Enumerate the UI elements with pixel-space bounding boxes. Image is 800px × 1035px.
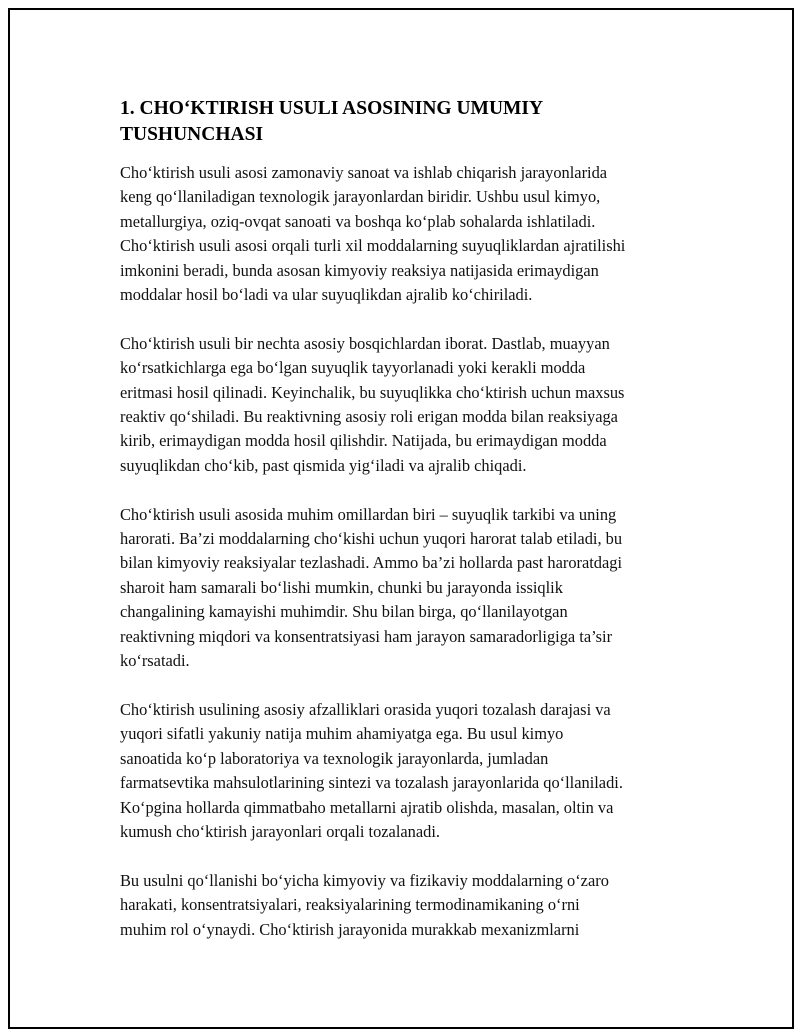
paragraph (120, 332, 692, 478)
paragraph (120, 503, 692, 674)
text-line: Bu usulni qo‘llanishi bo‘yicha kimyoviy va fizikaviy moddalarning o‘zaro (120, 870, 609, 890)
section-heading-line: TUSHUNCHASI (120, 124, 264, 145)
text-line: yuqori sifatli yakuniy natija muhim ahamiyatga ega. Bu usul kimyo (120, 724, 564, 744)
text-line: Ko‘pgina hollarda qimmatbaho metallarni ajratib olishda, masalan, oltin va (120, 797, 614, 817)
text-line: kumush cho‘ktirish jarayonlari orqali tozalanadi. (120, 821, 440, 841)
text-line: metallurgiya, oziq-ovqat sanoati va boshqa ko‘plab sohalarda ishlatiladi. (120, 211, 596, 231)
section-heading (120, 96, 692, 148)
text-line: Cho‘ktirish usuli bir nechta asosiy bosqichlardan iborat. Dastlab, muayyan (120, 333, 610, 353)
text-line: changalining kamayishi muhimdir. Shu bilan birga, qo‘llanilayotgan (120, 602, 568, 622)
text-line: reaktivning miqdori va konsentratsiyasi ham jarayon samaradorligiga ta’sir (120, 626, 613, 646)
text-line: bilan kimyoviy reaksiyalar tezlashadi. Ammo ba’zi hollarda past haroratdagi (120, 553, 623, 573)
text-line: imkonini beradi, bunda asosan kimyoviy reaksiya natijasida erimaydigan (120, 260, 599, 280)
paragraph (120, 161, 692, 307)
text-line: sharoit ham samarali bo‘lishi mumkin, chunki bu jarayonda issiqlik (120, 577, 563, 597)
text-line: Cho‘ktirish usuli asosi zamonaviy sanoat va ishlab chiqarish jarayonlarida (120, 163, 608, 182)
text-line: Cho‘ktirish usuli asosida muhim omillardan biri – suyuqlik tarkibi va uning (120, 504, 617, 524)
paragraph (120, 698, 692, 844)
text-line: Cho‘ktirish usulining asosiy afzalliklari orasida yuqori tozalash darajasi va (120, 699, 611, 719)
text-line: muhim rol o‘ynaydi. Cho‘ktirish jarayonida murakkab mexanizmlarni (120, 919, 580, 939)
text-line: harakati, konsentratsiyalari, reaksiyalarining termodinamikaning o‘rni (120, 895, 580, 915)
document-content (120, 96, 692, 966)
text-line: eritmasi hosil qilinadi. Keyinchalik, bu suyuqlikka cho‘ktirish uchun maxsus (120, 382, 625, 402)
text-line: sanoatida ko‘p laboratoriya va texnologik jarayonlarda, jumladan (120, 748, 549, 768)
text-line: keng qo‘llaniladigan texnologik jarayonlardan biridir. Ushbu usul kimyo, (120, 187, 601, 207)
text-line: harorati. Ba’zi moddalarning cho‘kishi uchun yuqori harorat talab etiladi, bu (120, 529, 623, 549)
text-line: ko‘rsatkichlarga ega bo‘lgan suyuqlik tayyorlanadi yoki kerakli modda (120, 358, 586, 378)
text-line: kirib, erimaydigan modda hosil qilishdir. Natijada, bu erimaydigan modda (120, 431, 607, 451)
section-heading-line: 1. CHO‘KTIRISH USULI ASOSINING UMUMIY (120, 98, 544, 119)
document-page (8, 8, 794, 1029)
text-line: farmatsevtika mahsulotlarining sintezi va tozalash jarayonlarida qo‘llaniladi. (120, 773, 623, 793)
text-line: Cho‘ktirish usuli asosi orqali turli xil moddalarning suyuqliklardan ajratilishi (120, 236, 626, 256)
paragraph (120, 869, 692, 942)
text-line: ko‘rsatadi. (120, 651, 190, 671)
text-line: moddalar hosil bo‘ladi va ular suyuqlikdan ajralib ko‘chiriladi. (120, 285, 533, 305)
text-line: suyuqlikdan cho‘kib, past qismida yig‘iladi va ajralib chiqadi. (120, 455, 527, 475)
text-line: reaktiv qo‘shiladi. Bu reaktivning asosiy roli erigan modda bilan reaksiyaga (120, 407, 618, 427)
